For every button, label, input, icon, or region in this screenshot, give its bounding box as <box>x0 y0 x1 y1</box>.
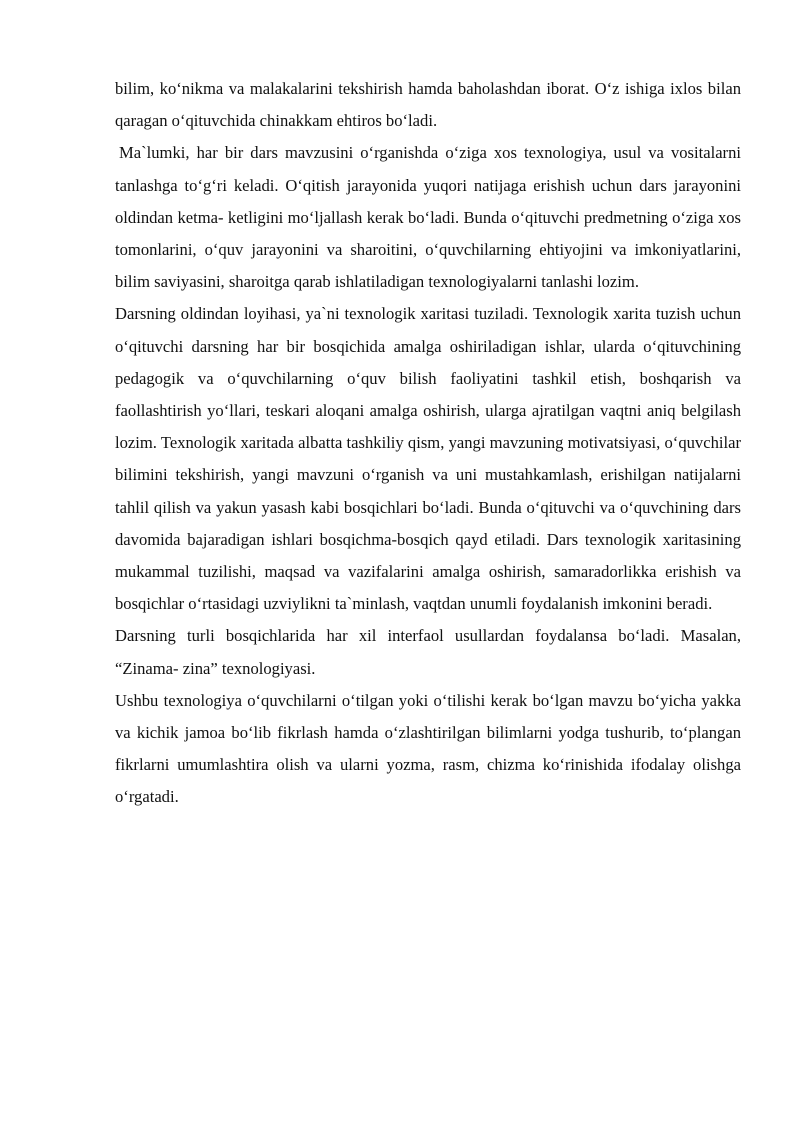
paragraph-1: bilim, ko‘nikma va malakalarini tekshirish hamda baholashdan iborat. O‘z ishiga ixlos bilan qaragan o‘qituvchida chinakkam ehtiros bo‘ladi. <box>115 79 741 131</box>
paragraph-2: Ma`lumki, har bir dars mavzusini o‘rganishda o‘ziga xos texnologiya, usul va vositalarni tanlashga to‘g‘ri keladi. O‘qitish jarayonida yuqori natijaga erishish uchun dars jarayonini oldindan ketma- ketligini mo‘ljallash kerak bo‘ladi. Bunda o‘qituvchi predmetning o‘ziga xos tomonlarini, o‘quv jarayonini va sharoitini, o‘quvchilarning ehtiyojini va imkoniyatlarini, bilim saviyasini, sharoitga qarab ishlatiladigan texnologiyalarni tanlashi lozim. <box>115 143 741 292</box>
paragraph-3: Darsning oldindan loyihasi, ya`ni texnologik xaritasi tuziladi. Texnologik xarita tuzish uchun o‘qituvchi darsning har bir bosqichida amalga oshiriladigan ishlar, ularda o‘qituvchining pedagogik va o‘quvchilarning o‘quv bilish faoliyatini tashkil etish, boshqarish va faollashtirish yo‘llari, teskari aloqani amalga oshirish, ularga ajratilgan vaqtni aniq belgilash lozim. Texnologik xaritada albatta tashkiliy qism, yangi mavzuning motivatsiyasi, o‘quvchilar bilimini tekshirish, yangi mavzuni o‘rganish va uni mustahkamlash, erishilgan natijalarni tahlil qilish va yakun yasash kabi bosqichlari bo‘ladi. Bunda o‘qituvchi va o‘quvchining dars davomida bajaradigan ishlari bosqichma-bosqich qayd etiladi. Dars texnologik xaritasining mukammal tuzilishi, maqsad va vazifalarini amalga oshirish, samaradorlikka erishish va bosqichlar o‘rtasidagi uzviylikni ta`minlash, vaqtdan unumli foydalanish imkonini beradi. <box>115 304 741 614</box>
document-page <box>115 73 741 814</box>
paragraph-4: Darsning turli bosqichlarida har xil interfaol usullardan foydalansa bo‘ladi. Masalan, “Zinama- zina” texnologiyasi. <box>115 626 741 678</box>
paragraph-5: Ushbu texnologiya o‘quvchilarni o‘tilgan yoki o‘tilishi kerak bo‘lgan mavzu bo‘yicha yakka va kichik jamoa bo‘lib fikrlash hamda o‘zlashtirilgan bilimlarni yodga tushurib, to‘plangan fikrlarni umumlashtira olish va ularni yozma, rasm, chizma ko‘rinishida ifodalay olishga o‘rgatadi. <box>115 690 741 807</box>
